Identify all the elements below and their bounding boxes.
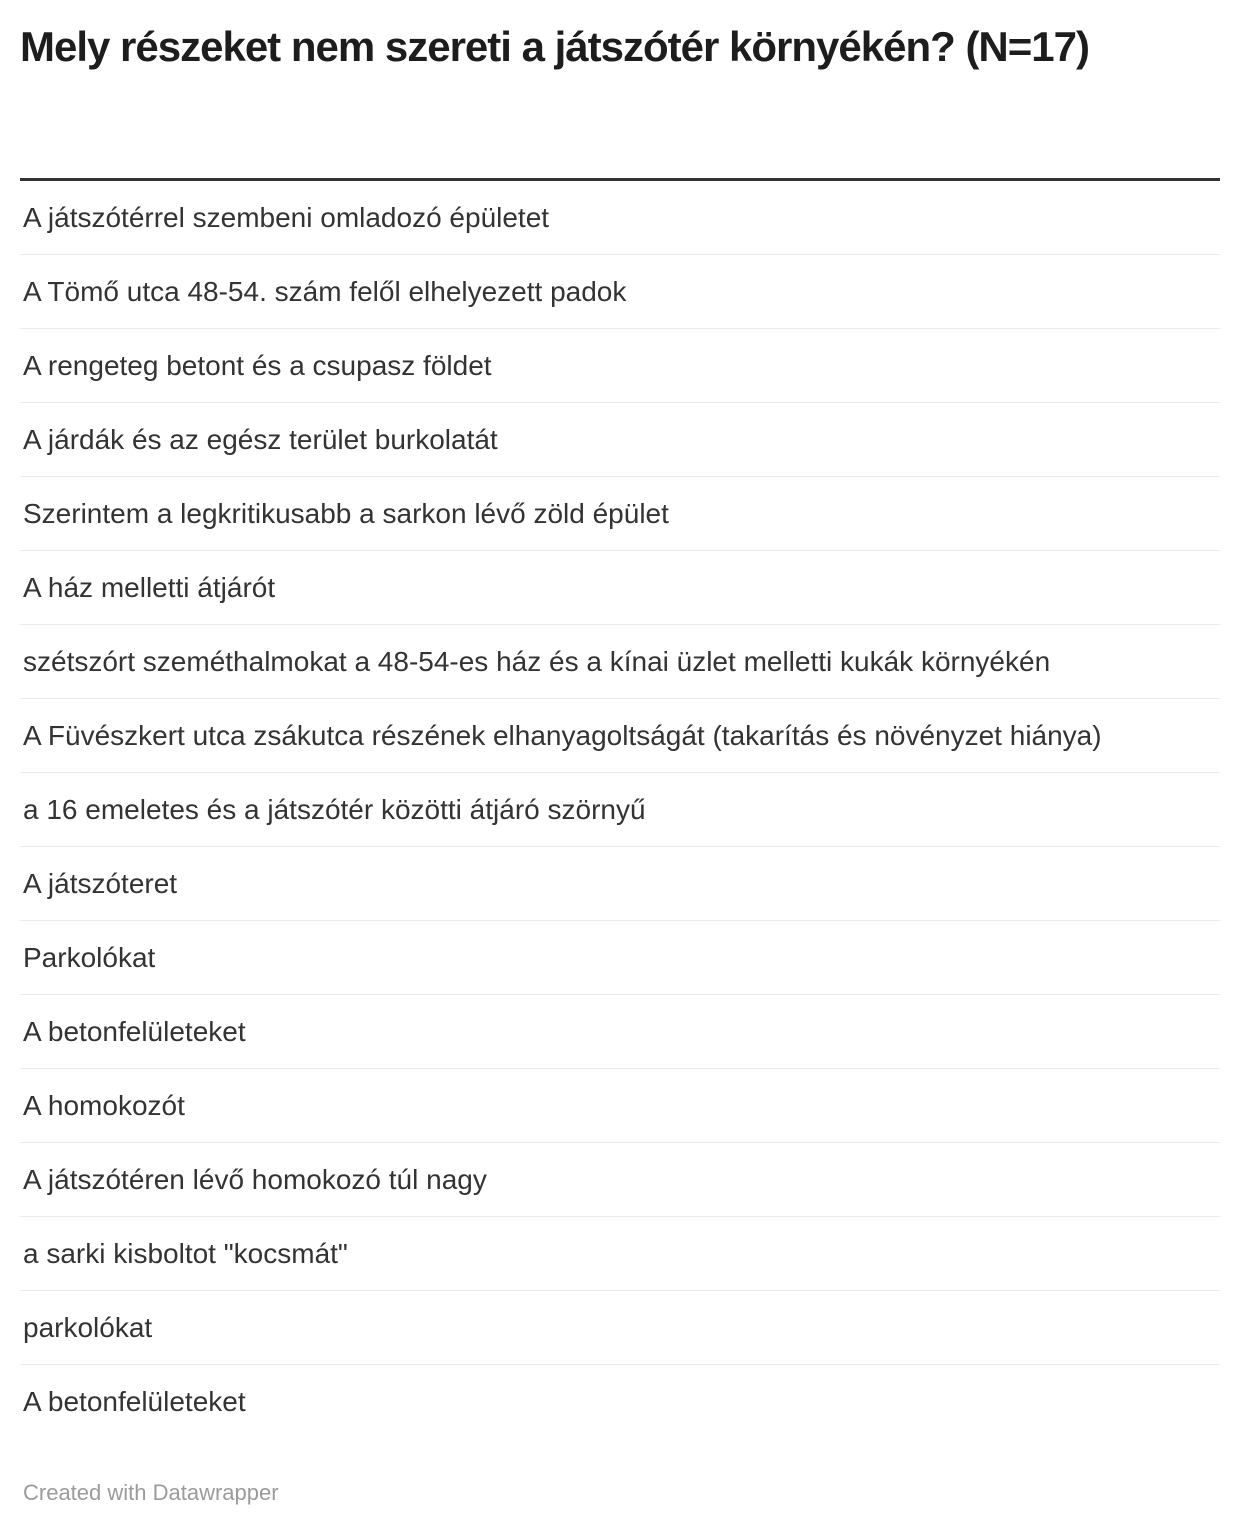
datawrapper-credit-link[interactable]: Created with Datawrapper bbox=[23, 1480, 279, 1505]
response-text: A betonfelületeket bbox=[23, 1015, 246, 1047]
response-text: A játszótérrel szembeni omladozó épületet bbox=[23, 201, 550, 233]
table-row bbox=[20, 1069, 1220, 1143]
response-text: A rengeteg betont és a csupasz földet bbox=[23, 349, 492, 381]
table-row bbox=[20, 625, 1220, 699]
response-text: a sarki kisboltot "kocsmát" bbox=[23, 1237, 348, 1269]
response-text: parkolókat bbox=[23, 1311, 153, 1343]
table-row bbox=[20, 329, 1220, 403]
table-row bbox=[20, 1365, 1220, 1438]
response-text: A betonfelületeket bbox=[23, 1385, 246, 1417]
table-row bbox=[20, 699, 1220, 773]
table-row bbox=[20, 181, 1220, 255]
table-row bbox=[20, 477, 1220, 551]
response-text: Parkolókat bbox=[23, 941, 156, 973]
response-text: A ház melletti átjárót bbox=[23, 571, 276, 603]
table-row bbox=[20, 1217, 1220, 1291]
response-text: A Füvészkert utca zsákutca részének elhanyagoltságát (takarítás és növényzet hiánya) bbox=[23, 719, 1102, 751]
response-text: A Tömő utca 48-54. szám felől elhelyezett padok bbox=[23, 275, 627, 307]
table-row bbox=[20, 921, 1220, 995]
header bbox=[20, 0, 1220, 178]
table-row bbox=[20, 773, 1220, 847]
responses-table bbox=[20, 181, 1220, 1438]
response-text: A járdák és az egész terület burkolatát bbox=[23, 423, 498, 455]
table-row bbox=[20, 1291, 1220, 1365]
response-text: A homokozót bbox=[23, 1089, 185, 1121]
table-row bbox=[20, 551, 1220, 625]
chart-title: Mely részeket nem szereti a játszótér környékén? (N=17) bbox=[20, 23, 1089, 70]
response-text: a 16 emeletes és a játszótér közötti átjáró szörnyű bbox=[23, 793, 646, 825]
response-text: A játszóteret bbox=[23, 867, 178, 899]
table-row bbox=[20, 847, 1220, 921]
table-row bbox=[20, 995, 1220, 1069]
table-row bbox=[20, 255, 1220, 329]
table-row bbox=[20, 403, 1220, 477]
response-text: Szerintem a legkritikusabb a sarkon lévő zöld épület bbox=[23, 497, 669, 529]
response-text: szétszórt szeméthalmokat a 48-54-es ház és a kínai üzlet melletti kukák környékén bbox=[23, 645, 1051, 677]
response-text: A játszótéren lévő homokozó túl nagy bbox=[23, 1163, 487, 1195]
table-row bbox=[20, 1143, 1220, 1217]
